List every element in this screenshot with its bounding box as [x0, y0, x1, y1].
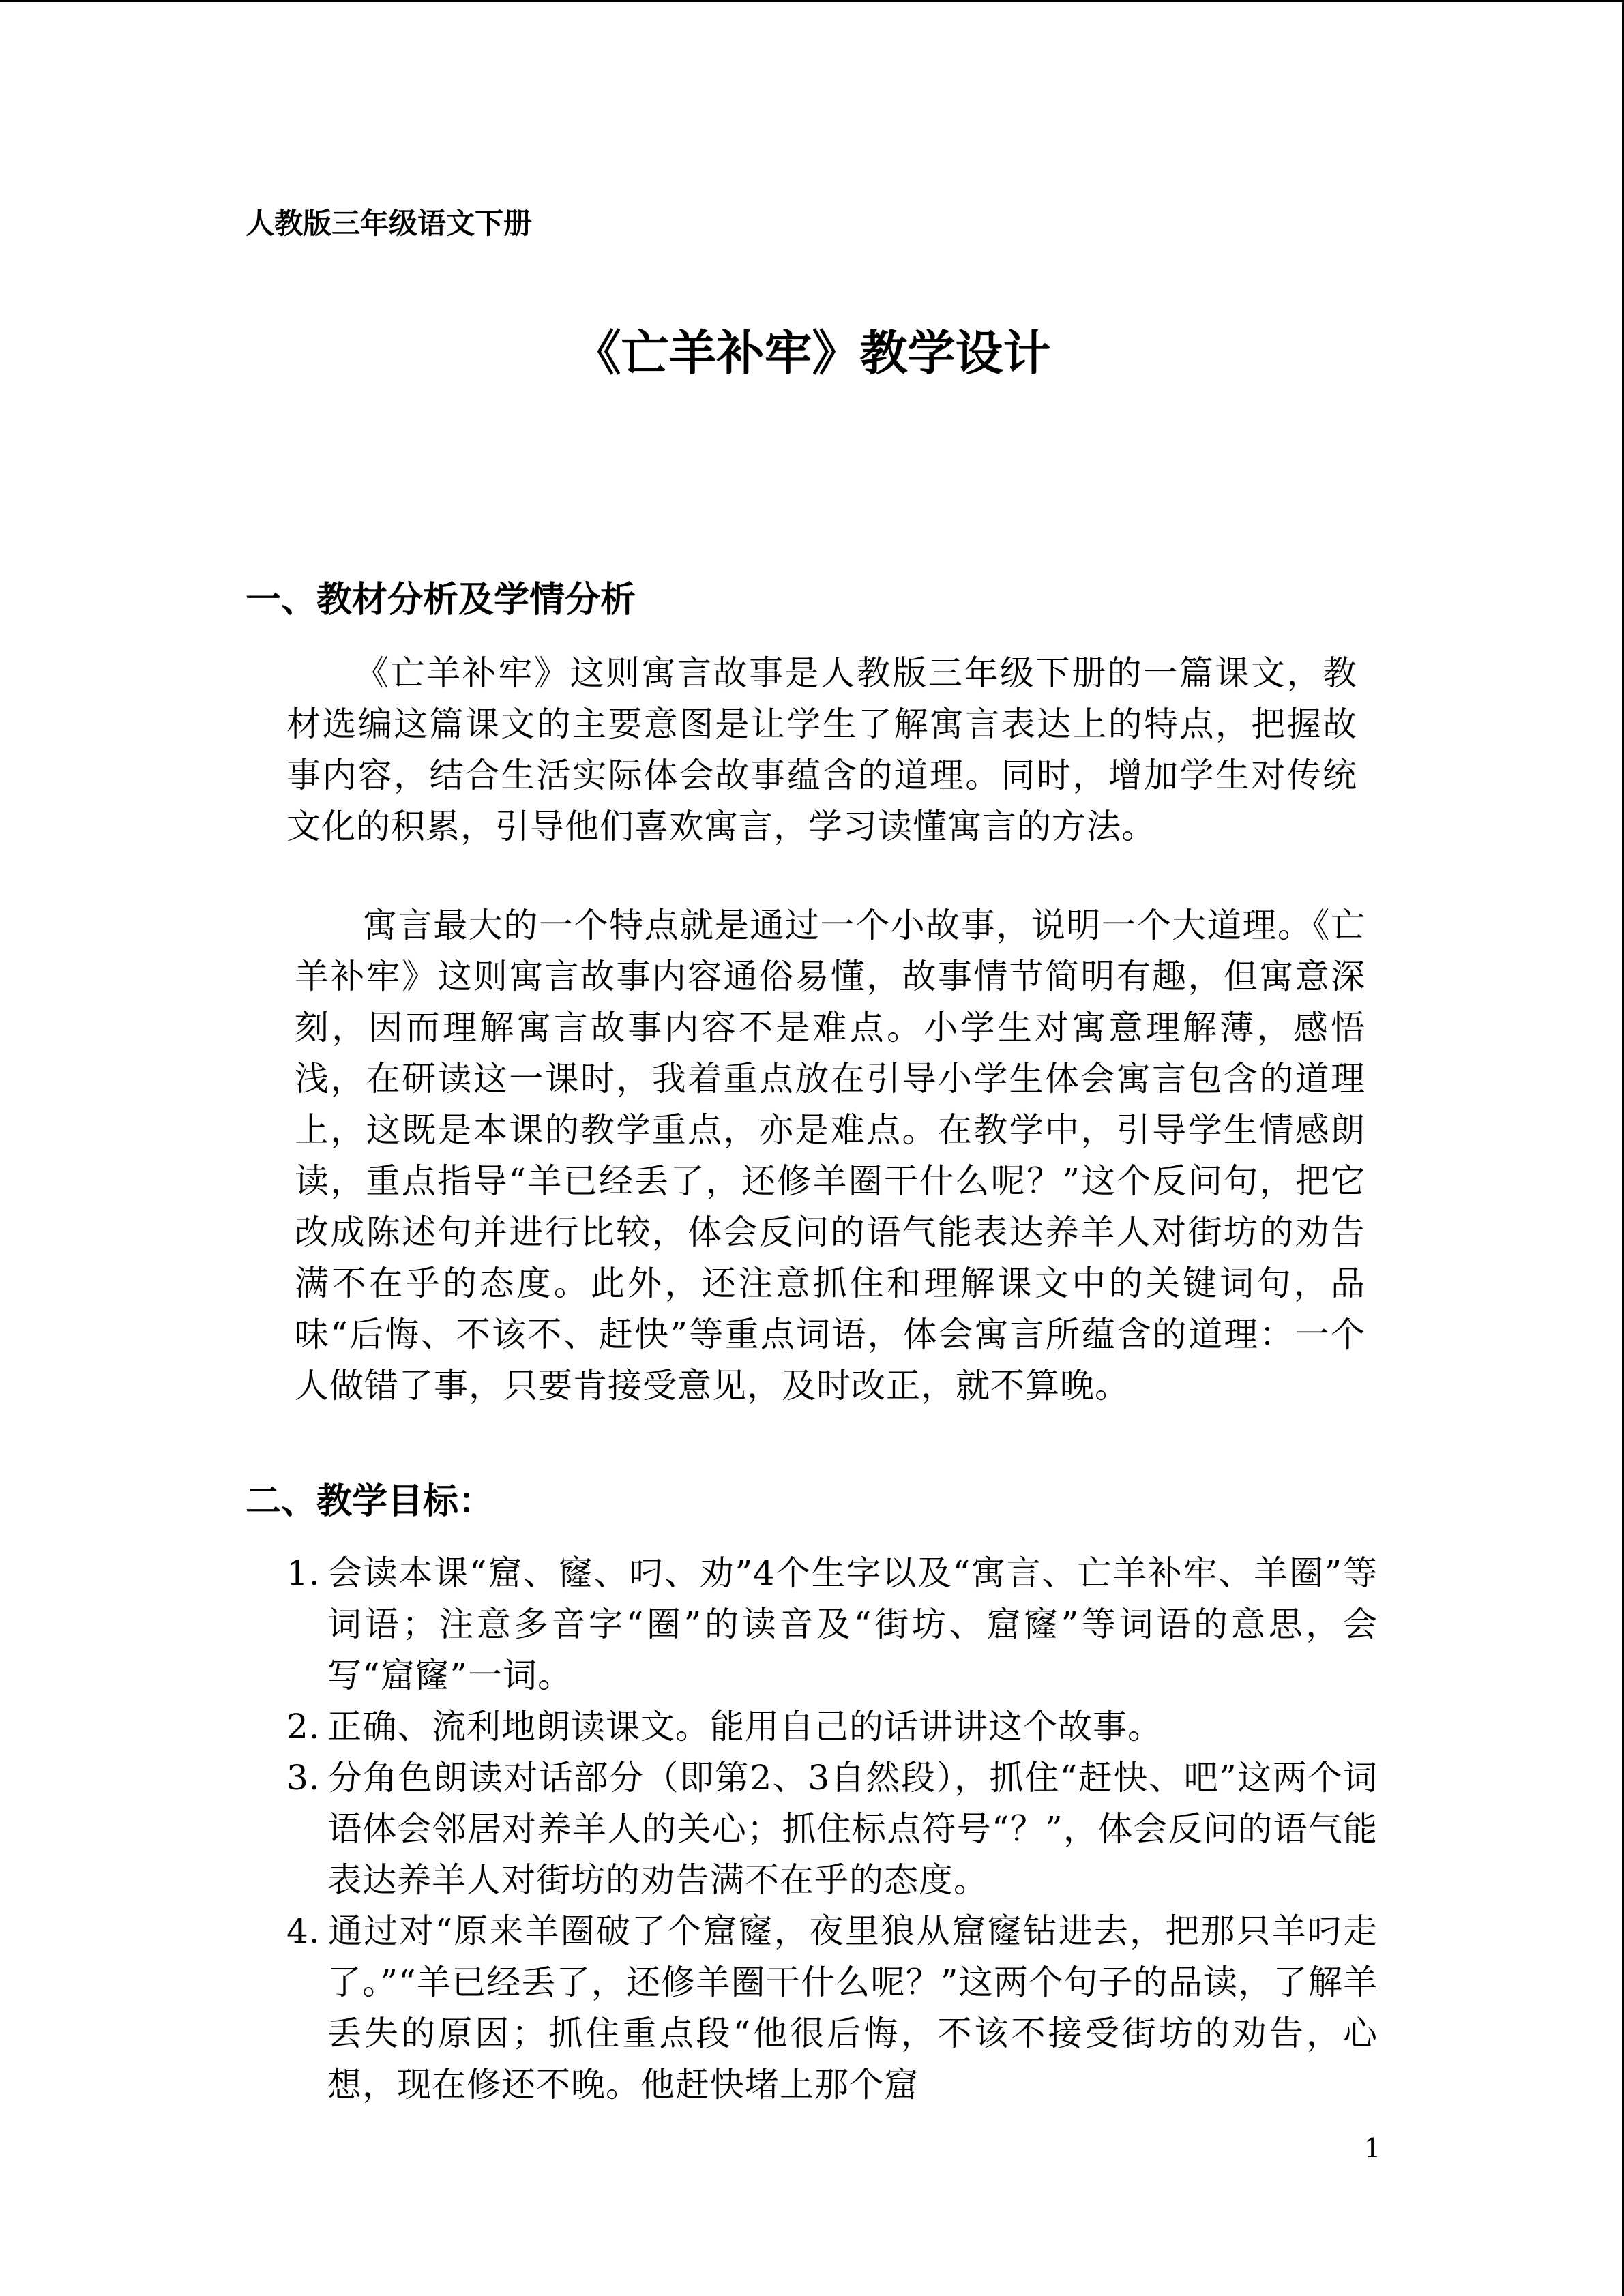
- item-text: 会读本课“窟、窿、叼、劝”4个生字以及“寓言、亡羊补牢、羊圈”等词语；注意多音字“圈”的读音及“街坊、窟窿”等词语的意思，会写“窟窿”一词。: [327, 1553, 1378, 1695]
- item-text: 通过对“原来羊圈破了个窟窿，夜里狼从窟窿钻进去，把那只羊叼走了。”“羊已经丢了，还修羊圈干什么呢？”这两个句子的品读，了解羊丢失的原因；抓住重点段“他很后悔，不该不接受街坊的劝告，心想，现在修还不晚。他赶快堵上那个窟: [327, 1911, 1378, 2104]
- paragraph-textbook-analysis: 《亡羊补牢》这则寓言故事是人教版三年级下册的一篇课文，教材选编这篇课文的主要意图是让学生了解寓言表达上的特点，把握故事内容，结合生活实际体会故事蕴含的道理。同时，增加学生对传统文化的积累，引导他们喜欢寓言，学习读懂寓言的方法。: [286, 653, 1357, 846]
- item-number: 1.: [286, 1553, 321, 1593]
- item-number: 2.: [286, 1707, 321, 1746]
- paragraph-learner-analysis: 寓言最大的一个特点就是通过一个小故事，说明一个大道理。《亡羊补牢》这则寓言故事内容通俗易懂，故事情节简明有趣，但寓意深刻，因而理解寓言故事内容不是难点。小学生对寓意理解薄，感悟浅，在研读这一课时，我着重点放在引导小学生体会寓言包含的道理上，这既是本课的教学重点，亦是难点。在教学中，引导学生情感朗读，重点指导“羊已经丢了，还修羊圈干什么呢？”这个反问句，把它改成陈述句并进行比较，体会反问的语气能表达养羊人对街坊的劝告满不在乎的态度。此外，还注意抓住和理解课文中的关键词句，品味“后悔、不该不、赶快”等重点词语，体会寓言所蕴含的道理：一个人做错了事，只要肯接受意见，及时改正，就不算晚。: [295, 906, 1365, 1405]
- item-text: 正确、流利地朗读课文。能用自己的话讲讲这个故事。: [327, 1707, 1162, 1746]
- page-number: 1: [1364, 2133, 1381, 2163]
- page-title: 《亡羊补牢》教学设计: [573, 325, 1051, 381]
- list-item: [286, 1701, 1378, 1753]
- section-heading-analysis: 一、教材分析及学情分析: [246, 580, 636, 621]
- item-number: 3.: [286, 1758, 321, 1798]
- item-text: 分角色朗读对话部分（即第2、3自然段），抓住“赶快、吧”这两个词语体会邻居对养羊人的关心；抓住标点符号“？”，体会反问的语气能表达养羊人对街坊的劝告满不在乎的态度。: [327, 1758, 1378, 1900]
- page-border-top: [0, 0, 1624, 2]
- course-header: 人教版三年级语文下册: [246, 207, 533, 240]
- list-item: [286, 1906, 1378, 2111]
- list-item: [286, 1753, 1378, 1906]
- section-heading-goals: 二、教学目标：: [246, 1481, 494, 1522]
- item-number: 4.: [286, 1911, 321, 1951]
- list-item: [286, 1548, 1378, 1701]
- teaching-goals-list: [286, 1548, 1378, 2111]
